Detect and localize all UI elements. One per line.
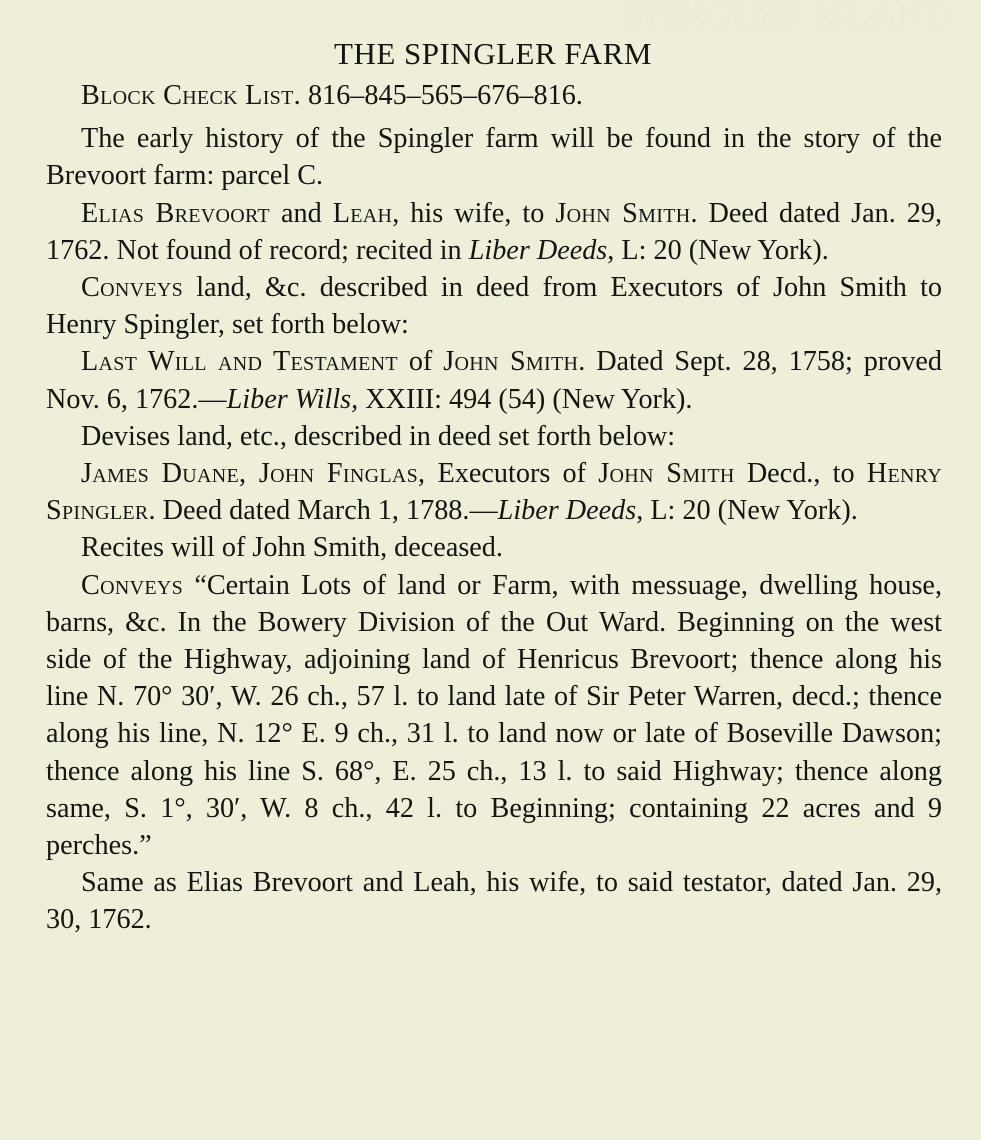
grantor-wife-name: Leah: [332, 197, 393, 229]
grantee-spingler: Henry Spingler: [46, 458, 942, 527]
deed-brevoort-smith: [46, 195, 942, 269]
recites-paragraph: Recites will of John Smith, deceased.: [81, 532, 503, 564]
will-tail: XXIII: 494 (54) (New York).: [358, 383, 693, 415]
block-check-label: Block Check List.: [81, 80, 301, 111]
block-check-list: [46, 77, 942, 114]
wife-text: , his wife, to: [392, 197, 556, 229]
conveys-text: land, &c. described in deed from Executors of John Smith to Henry Spingler, set forth below:: [46, 272, 942, 341]
will-of: of: [397, 346, 444, 378]
liber-deeds-reference: Liber Deeds: [497, 495, 637, 527]
deed2-tail: , L: 20 (New York).: [636, 495, 858, 527]
intro-paragraph: The early history of the Spingler farm will be found in the story of the Brevoort farm: parcel C.: [46, 123, 942, 192]
executors-of: Executors of: [425, 458, 599, 490]
decedent-name: John Smith: [598, 458, 735, 490]
conveys-label: Conveys: [81, 272, 184, 304]
grantor-name: Elias Brevoort: [81, 197, 270, 229]
deed2-details: . Deed dated March 1, 1788.—: [148, 495, 498, 527]
document-page: [46, 34, 942, 939]
will-paragraph: [46, 343, 942, 417]
will-details: . Dated Sept. 28, 1758; proved Nov. 6, 1762.—: [46, 346, 943, 415]
will-label: Last Will and Testament: [81, 346, 398, 378]
conveys-description: “Certain Lots of land or Farm, with messuage, dwelling house, barns, &c. In the Bowery Division of the Out Ward. Beginning on the west side of the Highway, adjoining land of Henricus Brevoort; thence along his line N. 70° 30′, W. 26 ch., 57 l. to land late of Sir Peter Warren, decd.; thence along his line, N. 12° E. 9 ch., 31 l. to land now or late of Boseville Dawson; thence along his line S. 68°, E. 25 ch., 13 l. to said Highway; thence along same, S. 1°, 30′, W. 8 ch., 42 l. to Beginning; containing 22 acres and 9 perches.”: [46, 569, 942, 862]
devises-paragraph: Devises land, etc., described in deed set forth below:: [81, 420, 676, 452]
deed-details: . Deed dated Jan. 29, 1762. Not found of record; recited in: [46, 197, 942, 266]
conveys-label-2: Conveys: [81, 569, 184, 601]
page-title: THE SPINGLER FARM: [334, 36, 652, 71]
same-as-paragraph: Same as Elias Brevoort and Leah, his wife, to said testator, dated Jan. 29, 30, 1762.: [46, 867, 942, 936]
conjunction-text: and: [269, 197, 333, 229]
deed-executors-spingler: [46, 455, 942, 529]
block-check-numbers: 816–845–565–676–816.: [308, 80, 583, 111]
liber-wills-reference: Liber Wills,: [226, 383, 359, 415]
decd-text: Decd., to: [734, 458, 867, 490]
conveys-paragraph-2: [46, 567, 942, 865]
testator-name: John Smith: [443, 346, 579, 378]
conveys-paragraph-1: [46, 269, 942, 343]
bleed-through-text: SPINGLER ISLAND: [622, 0, 951, 35]
grantee-name: John Smith: [555, 197, 691, 229]
executor-names: James Duane, John Finglas,: [81, 458, 426, 490]
liber-reference: Liber Deeds: [468, 234, 608, 266]
liber-tail: , L: 20 (New York).: [607, 234, 829, 266]
